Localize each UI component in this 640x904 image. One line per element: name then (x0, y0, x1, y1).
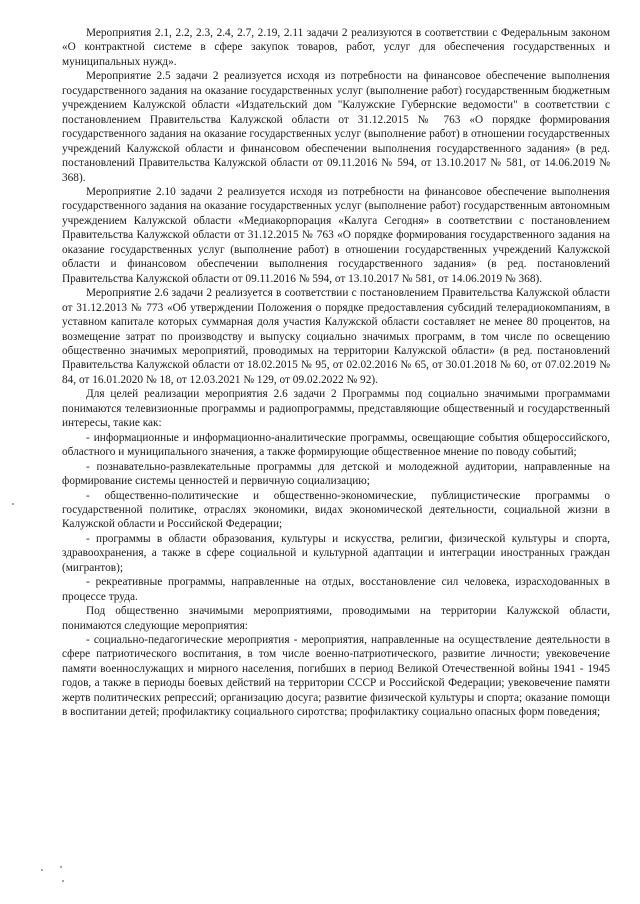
paragraph-measure-2-6: Мероприятие 2.6 задачи 2 реализуется в соответствии с постановлением Правительства Калужской области от 31.12.2013 № 773 «Об утверждении Положения о порядке предоставления субсидий телерадиокомпаниям, в уставном капитале которых суммарная доля участия Калужской области составляет не менее 80 процентов, на возмещение затрат по производству и выпуску социально значимых программ, в том числе по освещению общественно значимых мероприятий, проводимых на территории Калужской области» (в ред. постановлений Правительства Калужской области от 18.02.2015 № 95, от 02.02.2016 № 65, от 30.01.2018 № 60, от 07.02.2019 № 84, от 16.01.2020 № 18, от 12.03.2021 № 129, от 09.02.2022 № 92). (62, 287, 610, 386)
paragraph-measure-2-5: Мероприятие 2.5 задачи 2 реализуется исходя из потребности на финансовое обеспечение выполнения государственного задания на оказание государственных услуг (выполнение работ) государственным бюджетным учреждением Калужской области «Издательский дом "Калужские Губернские ведомости" в соответствии с постановлением Правительства Калужской области от 31.12.2015 № 763 «О порядке формирования государственного задания на оказание государственных услуг (выполнение работ) в отношении государственных учреждений Калужской области и финансовом обеспечении выполнения государственного задания» (в ред. постановлений Правительства Калужской области от 09.11.2016 № 594, от 13.10.2017 № 581, от 14.06.2019 № 368). (62, 70, 610, 184)
list-item-recreational-programs: - рекреативные программы, направленные на отдых, восстановление сил человека, израсходованных в процессе труда. (62, 576, 610, 603)
scan-speck (41, 869, 43, 871)
scan-speck (60, 866, 62, 868)
paragraph-public-events: Под общественно значимыми мероприятиями, проводимыми на территории Калужской области, понимаются следующие мероприятия: (62, 605, 610, 632)
paragraph-measure-2-10: Мероприятие 2.10 задачи 2 реализуется исходя из потребности на финансовое обеспечение выполнения государственного задания на оказание государственных услуг (выполнение работ) государственным автономным учреждением Калужской области «Медиакорпорация «Калуга Сегодня» в соответствии с постановлением Правительства Калужской области от 31.12.2015 № 763 «О порядке формирования государственного задания на оказание государственных услуг (выполнение работ) в отношении государственных учреждений Калужской области и финансовом обеспечении выполнения государственного задания» (в ред. постановлений Правительства Калужской области от 09.11.2016 № 594, от 13.10.2017 № 581, от 14.06.2019 № 368). (62, 185, 610, 285)
scan-speck (12, 503, 14, 505)
scan-speck (62, 880, 64, 882)
list-item-educational-entertainment-programs: - познавательно-развлекательные программы для детской и молодежной аудитории, направленные на формирование системы ценностей и первичную социализацию; (62, 460, 610, 488)
list-item-education-culture-programs: - программы в области образования, культуры и искусства, религии, физической культуры и спорта, здравоохранения, а также в сфере социальной и культурной адаптации и интеграции иностранных граждан (мигрантов); (62, 532, 610, 574)
document-page (62, 26, 610, 720)
paragraph-procurement-measures: Мероприятия 2.1, 2.2, 2.3, 2.4, 2.7, 2.19, 2.11 задачи 2 реализуются в соответствии с Федеральным законом «О контрактной системе в сфере закупок товаров, работ, услуг для обеспечения государственных и муниципальных нужд». (62, 27, 610, 68)
list-item-information-programs: - информационные и информационно-аналитические программы, освещающие события общероссийского, областного и муниципального значения, а также формирующие общественное мнение по поводу событий; (62, 431, 610, 459)
list-item-socio-pedagogical-events: - социально-педагогические мероприятия - мероприятия, направленные на осуществление деятельности в сфере патриотического воспитания, в том числе военно-патриотического, развитие личности; увековечение памяти военнослужащих и мирного населения, погибших в период Великой Отечественной войны 1941 - 1945 годов, а также в периоды боевых действий на территории СССР и Российской Федерации; увековечение памяти жертв политических репрессий; организацию досуга; развитие физической культуры и спорта; оказание помощи в воспитании детей; профилактику социального сиротства; профилактику социально опасных форм поведения; (62, 634, 610, 719)
list-item-socio-political-programs: - общественно-политические и общественно-экономические, публицистические программы о государственной политике, отраслях экономики, видах экономической деятельности, социальной жизни в Калужской области и Российской Федерации; (62, 489, 610, 531)
paragraph-socially-significant-programs: Для целей реализации мероприятия 2.6 задачи 2 Программы под социально значимыми программами понимаются телевизионные программы и радиопрограммы, представляющие общественный и государственный интересы, такие как: (62, 388, 610, 430)
